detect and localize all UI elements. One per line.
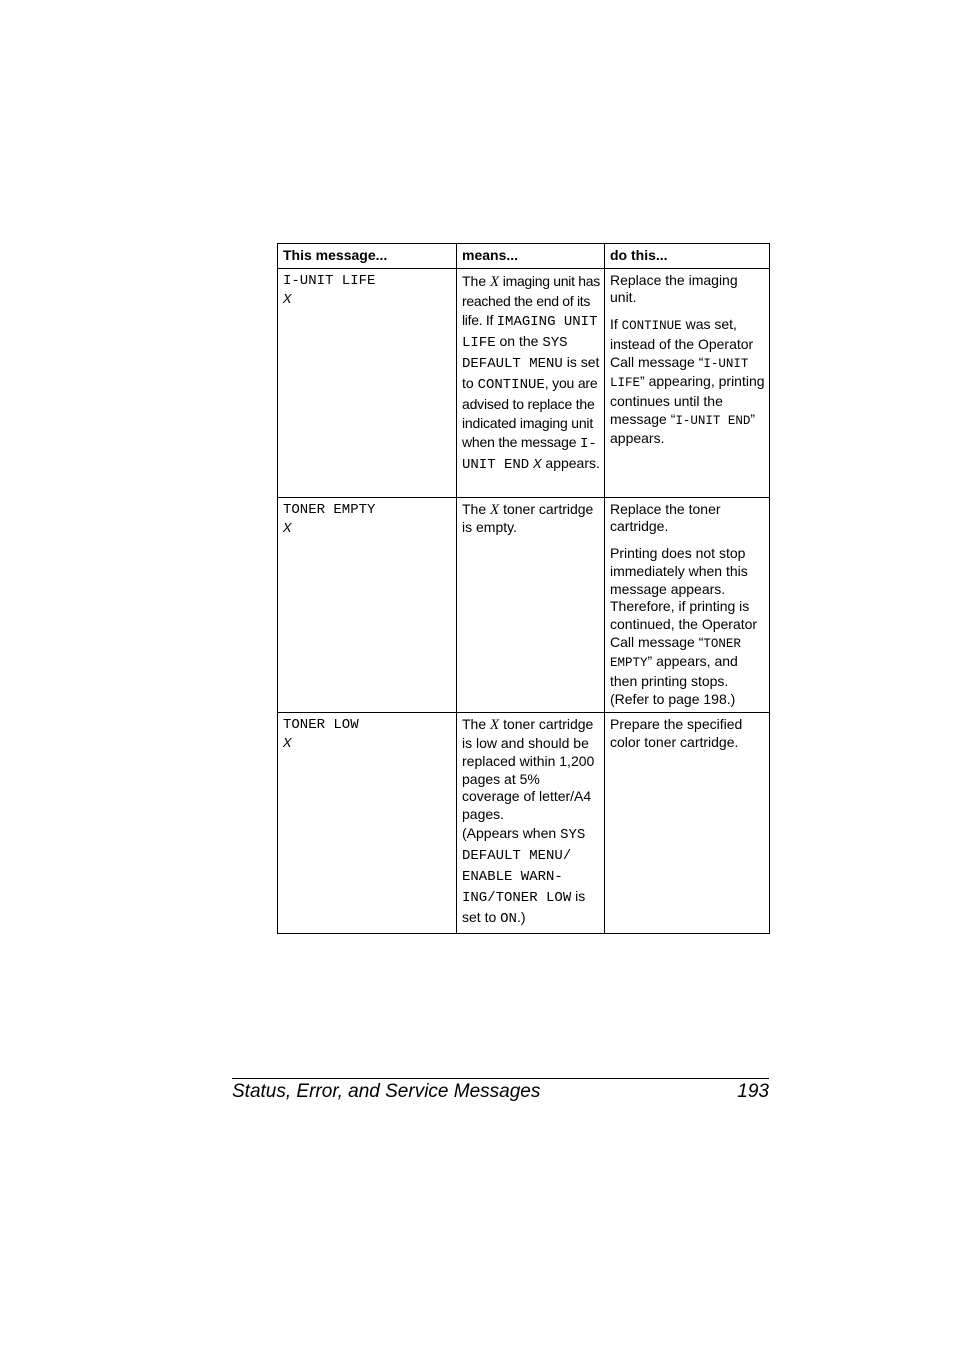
- message-variable: X: [283, 520, 292, 537]
- table-header-row: [278, 244, 770, 269]
- message-code: I-UNIT LIFE: [283, 272, 376, 289]
- action-paragraph: Printing does not stop immediately when this message appears. Therefore, if printing is continued, the Operator Call message “TONER EMPTY” appears, and then printing stops. (Refer to page 198.): [610, 545, 758, 707]
- means-cell: The X toner cartridge is empty.: [457, 497, 605, 713]
- action-paragraph: Replace the toner cartridge.: [610, 500, 721, 535]
- action-cell: [605, 497, 770, 713]
- action-cell: [605, 713, 770, 933]
- message-cell: [278, 713, 457, 933]
- table-row: [278, 497, 770, 713]
- message-variable: X: [283, 291, 292, 308]
- message-cell: [278, 268, 457, 497]
- message-cell: [278, 497, 457, 713]
- variable-x: X: [490, 717, 500, 734]
- page-number: 193: [737, 1081, 769, 1102]
- footer-title: Status, Error, and Service Messages: [232, 1081, 541, 1102]
- table-row: [278, 268, 770, 497]
- footer-rule: [232, 1078, 769, 1079]
- message-code: TONER LOW: [283, 717, 359, 734]
- header-this-message: This message...: [278, 244, 457, 269]
- action-cell: [605, 268, 770, 497]
- means-cell: The X toner cartridge is low and should be replaced within 1,200 pages at 5% coverage of letter/A4 pages. (Appears when SYS DEFAULT MENU/ ENABLE WARN-ING/TONER LOW is set to ON.): [457, 713, 605, 933]
- table-row: [278, 713, 770, 933]
- messages-table: [277, 243, 770, 934]
- means-cell: The X imaging unit has reached the end of its life. If IMAGING UNIT LIFE on the SYS DEFAULT MENU is set to CONTINUE, you are advised to replace the indicated imaging unit when the message I-UNIT END X appears.: [457, 268, 605, 497]
- variable-x: X: [490, 273, 500, 290]
- header-do-this: do this...: [605, 244, 770, 269]
- header-means: means...: [457, 244, 605, 269]
- message-code: TONER EMPTY: [283, 501, 376, 518]
- message-variable: X: [283, 736, 292, 753]
- action-paragraph: Prepare the specified color toner cartridge.: [610, 716, 743, 751]
- variable-x: X: [490, 501, 500, 518]
- action-paragraph: Replace the imaging unit.: [610, 271, 738, 306]
- action-paragraph: If CONTINUE was set, instead of the Operator Call message “I-UNIT LIFE” appearing, printing continues until the message “I-UNIT END” appears.: [610, 316, 765, 447]
